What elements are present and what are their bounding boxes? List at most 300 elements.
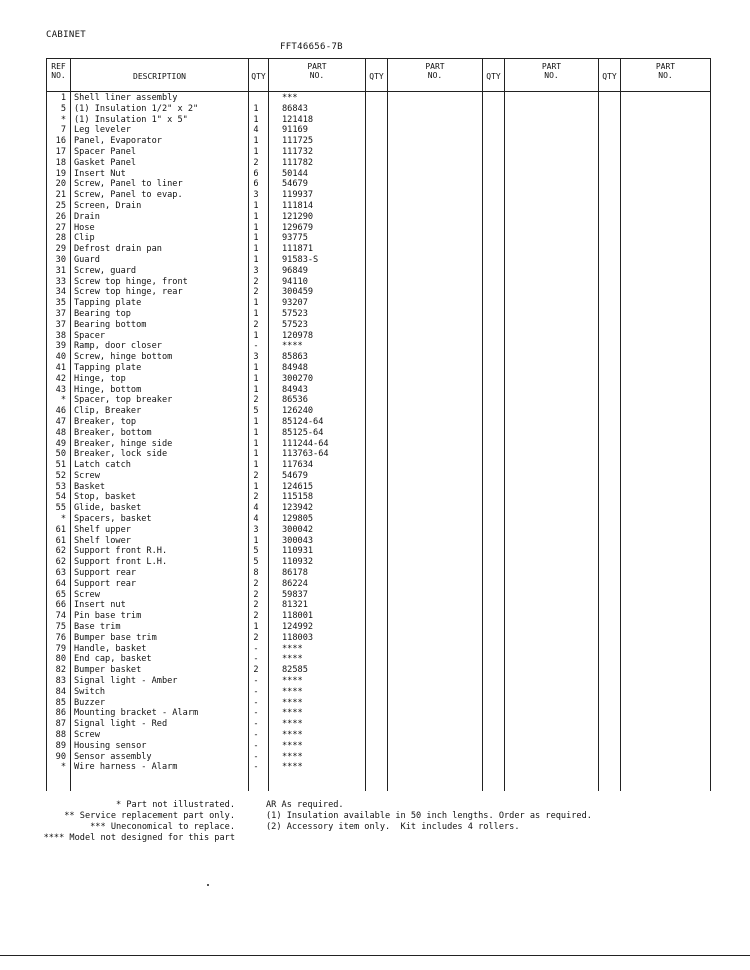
part-number-cell: 57523 xyxy=(282,308,308,319)
part-number-cell: 57523 xyxy=(282,319,308,330)
ref-cell: 39 xyxy=(55,341,66,352)
qty-cell: - xyxy=(253,654,259,665)
ref-cell: 74 xyxy=(55,611,66,622)
qty-cell: - xyxy=(253,697,259,708)
description-cell: Switch xyxy=(74,686,106,697)
description-cell: Basket xyxy=(74,481,106,492)
ref-cell: 27 xyxy=(55,222,66,233)
description-cell: Support rear xyxy=(74,568,137,579)
part-number-cell: 129805 xyxy=(282,514,314,525)
part-number-cell: 126240 xyxy=(282,406,314,417)
description-cell: Housing sensor xyxy=(74,740,147,751)
col-header-part: PART NO. xyxy=(541,62,562,80)
part-number-cell: **** xyxy=(282,751,303,762)
table-row xyxy=(46,190,711,201)
qty-cell: 2 xyxy=(253,611,259,622)
part-number-cell: 121418 xyxy=(282,114,314,125)
qty-cell: 6 xyxy=(253,179,259,190)
ref-cell: 42 xyxy=(55,373,66,384)
qty-cell: 1 xyxy=(253,211,259,222)
description-cell: Tapping plate xyxy=(74,362,142,373)
ref-cell: 61 xyxy=(55,535,66,546)
description-cell: Panel, Evaporator xyxy=(74,136,162,147)
table-row xyxy=(46,277,711,288)
qty-cell: 3 xyxy=(253,265,259,276)
qty-cell: 1 xyxy=(253,622,259,633)
description-cell: Clip xyxy=(74,233,95,244)
col-header-qty: QTY xyxy=(602,72,617,81)
description-cell: Spacer, top breaker xyxy=(74,395,173,406)
table-row xyxy=(46,460,711,471)
ref-cell: 25 xyxy=(55,200,66,211)
part-number-cell: 111244-64 xyxy=(282,438,329,449)
qty-cell: - xyxy=(253,708,259,719)
ref-cell: 33 xyxy=(55,276,66,287)
description-cell: Bearing top xyxy=(74,308,131,319)
part-number-cell: 123942 xyxy=(282,503,314,514)
part-number-cell: 120978 xyxy=(282,330,314,341)
part-number-cell: 119937 xyxy=(282,190,314,201)
part-number-cell: 118001 xyxy=(282,611,314,622)
ref-cell: 37 xyxy=(55,308,66,319)
ref-cell: 17 xyxy=(55,146,66,157)
ref-cell: 75 xyxy=(55,622,66,633)
ref-cell: 34 xyxy=(55,287,66,298)
ref-cell: 37 xyxy=(55,319,66,330)
ref-cell: 50 xyxy=(55,449,66,460)
qty-cell: 1 xyxy=(253,460,259,471)
part-number-cell: **** xyxy=(282,643,303,654)
qty-cell: 1 xyxy=(253,233,259,244)
qty-cell: 1 xyxy=(253,438,259,449)
table-row xyxy=(46,147,711,158)
ref-cell: 54 xyxy=(55,492,66,503)
col-header-part: PART NO. xyxy=(307,62,327,80)
ref-cell: 62 xyxy=(55,546,66,557)
part-number-cell: 85125-64 xyxy=(282,427,324,438)
description-cell: Clip, Breaker xyxy=(74,406,142,417)
legend-line: ** Service replacement part only. xyxy=(64,811,235,821)
table-row xyxy=(46,104,711,115)
table-row xyxy=(46,266,711,277)
qty-cell: - xyxy=(253,643,259,654)
footnote-line: (2) Accessory item only. Kit includes 4 rollers. xyxy=(266,822,520,832)
qty-cell: 2 xyxy=(253,319,259,330)
table-row xyxy=(46,136,711,147)
ref-cell: 63 xyxy=(55,568,66,579)
ref-cell: 52 xyxy=(55,470,66,481)
part-number-cell: 50144 xyxy=(282,168,308,179)
table-rule xyxy=(46,58,711,59)
table-row xyxy=(46,525,711,536)
description-cell: Support rear xyxy=(74,578,137,589)
part-number-cell: 93207 xyxy=(282,298,308,309)
table-row xyxy=(46,125,711,136)
description-cell: Bearing bottom xyxy=(74,319,147,330)
part-number-cell: **** xyxy=(282,762,303,773)
part-number-cell: 85863 xyxy=(282,352,308,363)
table-row xyxy=(46,223,711,234)
table-row xyxy=(46,665,711,676)
qty-cell: 2 xyxy=(253,589,259,600)
ref-cell: 47 xyxy=(55,416,66,427)
part-number-cell: 118003 xyxy=(282,632,314,643)
footnotes xyxy=(266,800,592,833)
description-cell: Spacer xyxy=(74,330,106,341)
table-row xyxy=(46,374,711,385)
ref-cell: 35 xyxy=(55,298,66,309)
col-header-part: PART NO. xyxy=(425,62,445,80)
ref-cell: 1 xyxy=(60,93,66,103)
table-row xyxy=(46,557,711,568)
qty-cell: 1 xyxy=(253,330,259,341)
ref-cell: 26 xyxy=(55,211,66,222)
description-cell: Screw xyxy=(74,730,100,741)
description-cell: Spacer Panel xyxy=(74,146,137,157)
table-row xyxy=(46,579,711,590)
qty-cell: 2 xyxy=(253,665,259,676)
qty-cell: 1 xyxy=(253,200,259,211)
description-cell: Base trim xyxy=(74,622,121,633)
table-row xyxy=(46,514,711,525)
description-cell: Screen, Drain xyxy=(74,200,142,211)
ref-cell: 53 xyxy=(55,481,66,492)
description-cell: Support front L.H. xyxy=(74,557,168,568)
description-cell: Shelf lower xyxy=(74,535,131,546)
ref-cell: 28 xyxy=(55,233,66,244)
part-number-cell: 129679 xyxy=(282,222,314,233)
table-row xyxy=(46,730,711,741)
description-cell: Support front R.H. xyxy=(74,546,168,557)
description-cell: Hose xyxy=(74,222,95,233)
part-number-cell: **** xyxy=(282,708,303,719)
part-number-cell: 54679 xyxy=(282,470,308,481)
model-number: FFT46656-7B xyxy=(280,42,343,52)
part-number-cell: **** xyxy=(282,740,303,751)
part-number-cell: 110931 xyxy=(282,546,314,557)
ref-cell: 7 xyxy=(60,125,66,136)
scan-mark xyxy=(207,884,209,886)
section-title: CABINET xyxy=(46,30,87,40)
qty-cell: 1 xyxy=(253,416,259,427)
description-cell: Screw top hinge, rear xyxy=(74,287,183,298)
legend-line: *** Uneconomical to replace. xyxy=(90,822,235,832)
table-row xyxy=(46,428,711,439)
ref-cell: 90 xyxy=(55,751,66,762)
col-header-ref: REF NO. xyxy=(51,62,66,80)
table-row xyxy=(46,363,711,374)
table-row xyxy=(46,93,711,104)
parts-table xyxy=(46,58,711,791)
part-number-cell: 82585 xyxy=(282,665,308,676)
ref-cell: 41 xyxy=(55,362,66,373)
table-row xyxy=(46,439,711,450)
description-cell: Shelf upper xyxy=(74,524,131,535)
description-cell: Latch catch xyxy=(74,460,131,471)
ref-cell: * xyxy=(60,514,66,525)
part-number-cell: 86843 xyxy=(282,103,308,114)
qty-cell: 1 xyxy=(253,298,259,309)
qty-cell: 4 xyxy=(253,125,259,136)
col-header-qty: QTY xyxy=(251,72,266,81)
part-number-cell: 94110 xyxy=(282,276,308,287)
ref-cell: 48 xyxy=(55,427,66,438)
ref-cell: 5 xyxy=(60,103,66,114)
part-number-cell: 300043 xyxy=(282,535,314,546)
ref-cell: 19 xyxy=(55,168,66,179)
qty-cell: 1 xyxy=(253,373,259,384)
table-row xyxy=(46,471,711,482)
description-cell: Screw, Panel to liner xyxy=(74,179,183,190)
description-cell: Defrost drain pan xyxy=(74,244,162,255)
description-cell: Stop, basket xyxy=(74,492,137,503)
description-cell: Ramp, door closer xyxy=(74,341,162,352)
description-cell: Drain xyxy=(74,211,100,222)
table-row xyxy=(46,752,711,763)
description-cell: Mounting bracket - Alarm xyxy=(74,708,199,719)
part-number-cell: 113763-64 xyxy=(282,449,329,460)
table-row xyxy=(46,654,711,665)
qty-cell: 8 xyxy=(253,568,259,579)
ref-cell: * xyxy=(60,395,66,406)
table-row xyxy=(46,179,711,190)
table-row xyxy=(46,233,711,244)
description-cell: End cap, basket xyxy=(74,654,152,665)
qty-cell: 1 xyxy=(253,427,259,438)
ref-cell: 76 xyxy=(55,632,66,643)
ref-cell: 64 xyxy=(55,578,66,589)
qty-cell: 1 xyxy=(253,384,259,395)
qty-cell: - xyxy=(253,762,259,773)
ref-cell: * xyxy=(60,114,66,125)
ref-cell: 18 xyxy=(55,157,66,168)
qty-cell: 2 xyxy=(253,492,259,503)
ref-cell: 21 xyxy=(55,190,66,201)
table-row xyxy=(46,536,711,547)
table-row xyxy=(46,158,711,169)
col-header-description: DESCRIPTION xyxy=(133,72,186,81)
part-number-cell: 86178 xyxy=(282,568,308,579)
qty-cell: 1 xyxy=(253,222,259,233)
table-row xyxy=(46,676,711,687)
description-cell: Bumper base trim xyxy=(74,632,157,643)
qty-cell: 3 xyxy=(253,190,259,201)
table-row xyxy=(46,244,711,255)
ref-cell: 84 xyxy=(55,686,66,697)
ref-cell: 83 xyxy=(55,676,66,687)
part-number-cell: 300459 xyxy=(282,287,314,298)
qty-cell: - xyxy=(253,719,259,730)
part-number-cell: 86224 xyxy=(282,578,308,589)
qty-cell: 1 xyxy=(253,535,259,546)
ref-cell: 65 xyxy=(55,589,66,600)
part-number-cell: **** xyxy=(282,676,303,687)
part-number-cell: **** xyxy=(282,719,303,730)
part-number-cell: 111871 xyxy=(282,244,314,255)
legend-line: * Part not illustrated. xyxy=(116,800,235,810)
part-number-cell: 111732 xyxy=(282,146,314,157)
ref-cell: 85 xyxy=(55,697,66,708)
table-row xyxy=(46,482,711,493)
qty-cell: 5 xyxy=(253,406,259,417)
description-cell: Screw xyxy=(74,589,100,600)
table-row xyxy=(46,352,711,363)
table-row xyxy=(46,568,711,579)
qty-cell: 1 xyxy=(253,244,259,255)
part-number-cell: **** xyxy=(282,654,303,665)
table-row xyxy=(46,503,711,514)
description-cell: Gasket Panel xyxy=(74,157,137,168)
table-row xyxy=(46,633,711,644)
table-row xyxy=(46,406,711,417)
qty-cell: 4 xyxy=(253,514,259,525)
qty-cell: 1 xyxy=(253,481,259,492)
description-cell: Hinge, bottom xyxy=(74,384,142,395)
ref-cell: 16 xyxy=(55,136,66,147)
ref-cell: * xyxy=(60,762,66,773)
col-header-part: PART NO. xyxy=(655,62,676,80)
ref-cell: 87 xyxy=(55,719,66,730)
qty-cell: 2 xyxy=(253,578,259,589)
description-cell: Screw, guard xyxy=(74,265,137,276)
qty-cell: - xyxy=(253,676,259,687)
table-row xyxy=(46,395,711,406)
ref-cell: 51 xyxy=(55,460,66,471)
table-row xyxy=(46,309,711,320)
qty-cell: 1 xyxy=(253,362,259,373)
table-row xyxy=(46,385,711,396)
table-row xyxy=(46,341,711,352)
description-cell: Hinge, top xyxy=(74,373,126,384)
ref-cell: 40 xyxy=(55,352,66,363)
ref-cell: 46 xyxy=(55,406,66,417)
description-cell: Breaker, lock side xyxy=(74,449,168,460)
table-row xyxy=(46,719,711,730)
part-number-cell: 111814 xyxy=(282,200,314,211)
description-cell: Screw top hinge, front xyxy=(74,276,188,287)
qty-cell: 2 xyxy=(253,600,259,611)
description-cell: Signal light - Amber xyxy=(74,676,178,687)
part-number-cell: *** xyxy=(282,93,298,103)
part-number-cell: 86536 xyxy=(282,395,308,406)
table-rule xyxy=(46,91,711,92)
table-row xyxy=(46,298,711,309)
ref-cell: 66 xyxy=(55,600,66,611)
table-row xyxy=(46,331,711,342)
description-cell: Buzzer xyxy=(74,697,106,708)
part-number-cell: 115158 xyxy=(282,492,314,503)
ref-cell: 79 xyxy=(55,643,66,654)
part-number-cell: 111782 xyxy=(282,157,314,168)
part-number-cell: 300042 xyxy=(282,524,314,535)
part-number-cell: 91583-S xyxy=(282,254,319,265)
part-number-cell: 124615 xyxy=(282,481,314,492)
part-number-cell: 84943 xyxy=(282,384,308,395)
ref-cell: 30 xyxy=(55,254,66,265)
qty-cell: - xyxy=(253,686,259,697)
legend-line: **** Model not designed for this part xyxy=(43,833,235,843)
description-cell: Guard xyxy=(74,254,100,265)
description-cell: (1) Insulation 1/2" x 2" xyxy=(74,103,199,114)
table-row xyxy=(46,169,711,180)
ref-cell: 20 xyxy=(55,179,66,190)
description-cell: Breaker, top xyxy=(74,416,137,427)
description-cell: Insert nut xyxy=(74,600,126,611)
qty-cell: 1 xyxy=(253,449,259,460)
part-number-cell: 110932 xyxy=(282,557,314,568)
qty-cell: 3 xyxy=(253,524,259,535)
table-row xyxy=(46,698,711,709)
ref-cell: 88 xyxy=(55,730,66,741)
qty-cell: 1 xyxy=(253,114,259,125)
ref-cell: 80 xyxy=(55,654,66,665)
description-cell: Spacers, basket xyxy=(74,514,152,525)
legend xyxy=(20,800,235,844)
table-row xyxy=(46,287,711,298)
part-number-cell: 91169 xyxy=(282,125,308,136)
part-number-cell: 96849 xyxy=(282,265,308,276)
part-number-cell: 121290 xyxy=(282,211,314,222)
description-cell: Sensor assembly xyxy=(74,751,152,762)
part-number-cell: 117634 xyxy=(282,460,314,471)
ref-cell: 38 xyxy=(55,330,66,341)
table-row xyxy=(46,741,711,752)
qty-cell: 2 xyxy=(253,287,259,298)
part-number-cell: **** xyxy=(282,697,303,708)
qty-cell: 6 xyxy=(253,168,259,179)
description-cell: Wire harness - Alarm xyxy=(74,762,178,773)
table-row xyxy=(46,708,711,719)
ref-cell: 55 xyxy=(55,503,66,514)
description-cell: Glide, basket xyxy=(74,503,142,514)
qty-cell: - xyxy=(253,730,259,741)
table-row xyxy=(46,255,711,266)
ref-cell: 89 xyxy=(55,740,66,751)
footnote-line: (1) Insulation available in 50 inch lengths. Order as required. xyxy=(266,811,592,821)
description-cell: (1) Insulation 1" x 5" xyxy=(74,114,188,125)
table-row xyxy=(46,687,711,698)
table-row xyxy=(46,644,711,655)
part-number-cell: 111725 xyxy=(282,136,314,147)
qty-cell: 1 xyxy=(253,103,259,114)
table-row xyxy=(46,590,711,601)
ref-cell: 86 xyxy=(55,708,66,719)
ref-cell: 82 xyxy=(55,665,66,676)
description-cell: Breaker, hinge side xyxy=(74,438,173,449)
table-row xyxy=(46,600,711,611)
table-row xyxy=(46,622,711,633)
table-row xyxy=(46,115,711,126)
part-number-cell: **** xyxy=(282,341,303,352)
table-row xyxy=(46,417,711,428)
description-cell: Leg leveler xyxy=(74,125,131,136)
qty-cell: - xyxy=(253,751,259,762)
table-row xyxy=(46,212,711,223)
qty-cell: 2 xyxy=(253,470,259,481)
qty-cell: - xyxy=(253,740,259,751)
col-header-qty: QTY xyxy=(369,72,384,81)
part-number-cell: 84948 xyxy=(282,362,308,373)
table-row xyxy=(46,762,711,773)
qty-cell: 4 xyxy=(253,503,259,514)
part-number-cell: 85124-64 xyxy=(282,416,324,427)
ref-cell: 49 xyxy=(55,438,66,449)
part-number-cell: 300270 xyxy=(282,373,314,384)
ref-cell: 29 xyxy=(55,244,66,255)
qty-cell: 2 xyxy=(253,157,259,168)
qty-cell: 3 xyxy=(253,352,259,363)
qty-cell: 2 xyxy=(253,276,259,287)
